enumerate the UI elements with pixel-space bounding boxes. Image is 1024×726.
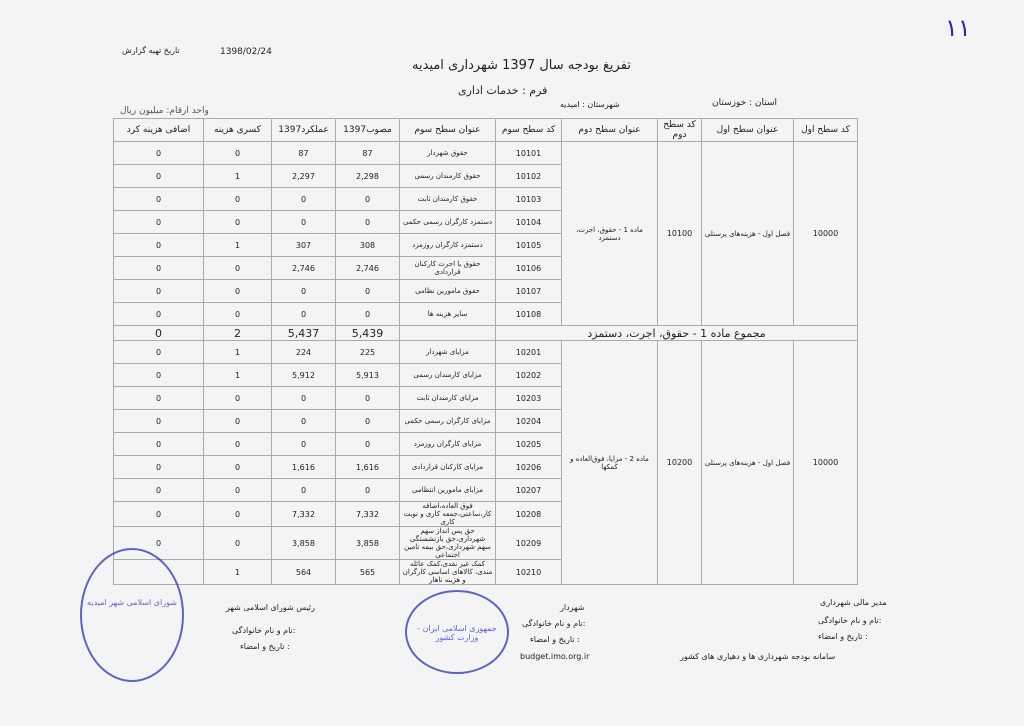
page-title: تفریغ بودجه سال 1397 شهرداری امیدیه [412, 58, 631, 73]
level1-title-cell: فصل اول - هزینه‌های پرسنلی [702, 142, 794, 326]
deficit-cell: 1 [204, 364, 272, 387]
table-row [114, 142, 858, 165]
council-head-title: رئیس شورای اسلامی شهر [226, 603, 315, 612]
ministry-stamp-text: جمهوری اسلامی ایران - وزارت کشور [417, 624, 497, 642]
excess-cell: 0 [114, 303, 204, 326]
level3-code-cell: 10208 [496, 502, 562, 527]
level3-code-cell: 10202 [496, 364, 562, 387]
deficit-cell: 0 [204, 410, 272, 433]
level2-title-cell: ماده 2 - مزایا، فوق‌العاده و کمکها [562, 341, 658, 585]
deficit-cell: 1 [204, 341, 272, 364]
excess-cell: 0 [114, 364, 204, 387]
unit-label: واحد ارقام: میلیون ریال [120, 106, 209, 116]
actual-cell: 224 [272, 341, 336, 364]
level3-code-cell: 10106 [496, 257, 562, 280]
approved-cell: 2,746 [336, 257, 400, 280]
level3-code-cell: 10206 [496, 456, 562, 479]
actual-cell: 564 [272, 560, 336, 585]
level2-code-cell: 10200 [658, 341, 702, 585]
deficit-cell: 0 [204, 257, 272, 280]
finance-manager-name: نام و نام خانوادگی: [818, 616, 882, 625]
table-header-row [114, 119, 858, 142]
level1-code-cell: 10000 [794, 341, 858, 585]
level3-code-cell: 10104 [496, 211, 562, 234]
actual-cell: 0 [272, 280, 336, 303]
column-header: اضافی هزینه کرد [114, 119, 204, 142]
actual-cell: 0 [272, 188, 336, 211]
level3-code-cell: 10102 [496, 165, 562, 188]
approved-cell: 225 [336, 341, 400, 364]
deficit-cell: 1 [204, 234, 272, 257]
actual-cell: 0 [272, 410, 336, 433]
approved-cell: 5,913 [336, 364, 400, 387]
level3-title-cell: سایر هزینه ها [400, 303, 496, 326]
council-stamp-text: شورای اسلامی شهر امیدیه [87, 598, 177, 607]
approved-cell: 2,298 [336, 165, 400, 188]
level3-title-cell: مزایای مامورین انتظامی [400, 479, 496, 502]
table-body [114, 142, 858, 585]
approved-cell: 7,332 [336, 502, 400, 527]
level3-title-cell: حقوق کارمندان ثابت [400, 188, 496, 211]
actual-cell: 7,332 [272, 502, 336, 527]
approved-cell: 565 [336, 560, 400, 585]
excess-cell: 0 [114, 257, 204, 280]
approved-cell: 3,858 [336, 527, 400, 560]
deficit-cell: 0 [204, 188, 272, 211]
actual-cell: 0 [272, 387, 336, 410]
level3-title-cell: کمک غیر نقدی،کمک عائله مندی، کالاهای اساسی کارگران و هزینه ناهار [400, 560, 496, 585]
city-label: شهرستان : امیدیه [560, 100, 620, 109]
level2-code-cell: 10100 [658, 142, 702, 326]
actual-cell: 307 [272, 234, 336, 257]
excess-cell: 0 [114, 527, 204, 560]
excess-cell: 0 [114, 211, 204, 234]
approved-cell: 0 [336, 387, 400, 410]
subtotal-approved-cell: 5,439 [336, 326, 400, 341]
deficit-cell: 1 [204, 165, 272, 188]
council-stamp [80, 548, 184, 682]
level3-code-cell: 10101 [496, 142, 562, 165]
subtotal-deficit-cell: 2 [204, 326, 272, 341]
level3-code-cell: 10207 [496, 479, 562, 502]
level3-title-cell: مزایای کارگران رسمی حکمی [400, 410, 496, 433]
website-link[interactable]: budget.imo.org.ir [520, 652, 590, 661]
column-header: کسری هزینه [204, 119, 272, 142]
approved-cell: 308 [336, 234, 400, 257]
level3-title-cell: فوق العاده،اضافه کار،ساعتی،جمعه کاری و نوبت کاری [400, 502, 496, 527]
deficit-cell: 0 [204, 527, 272, 560]
actual-cell: 2,746 [272, 257, 336, 280]
approved-cell: 0 [336, 433, 400, 456]
level3-title-cell: دستمزد کارگران روزمزد [400, 234, 496, 257]
budget-table [113, 118, 858, 585]
column-header: مصوب1397 [336, 119, 400, 142]
excess-cell: 0 [114, 341, 204, 364]
subtotal-label-cell: مجموع ماده 1 - حقوق، اجرت، دستمزد [496, 326, 858, 341]
actual-cell: 0 [272, 303, 336, 326]
finance-manager-date: تاریخ و امضاء : [818, 632, 868, 641]
excess-cell: 0 [114, 479, 204, 502]
actual-cell: 1,616 [272, 456, 336, 479]
level3-title-cell: مزایای شهردار [400, 341, 496, 364]
level3-code-cell: 10105 [496, 234, 562, 257]
level3-code-cell: 10209 [496, 527, 562, 560]
column-header: کد سطح سوم [496, 119, 562, 142]
deficit-cell: 0 [204, 502, 272, 527]
deficit-cell: 0 [204, 211, 272, 234]
approved-cell: 0 [336, 188, 400, 211]
excess-cell: 0 [114, 456, 204, 479]
excess-cell: 0 [114, 387, 204, 410]
excess-cell: 0 [114, 410, 204, 433]
deficit-cell: 0 [204, 142, 272, 165]
level3-code-cell: 10203 [496, 387, 562, 410]
subtotal-actual-cell: 5,437 [272, 326, 336, 341]
level3-title-cell: حقوق مامورین نظامی [400, 280, 496, 303]
approved-cell: 0 [336, 211, 400, 234]
level3-title-cell: مزایای کارمندان رسمی [400, 364, 496, 387]
level3-code-cell: 10204 [496, 410, 562, 433]
system-name: سامانه بودجه شهرداری ها و دهیاری های کشور [680, 652, 836, 661]
level3-title-cell: مزایای کارکنان قراردادی [400, 456, 496, 479]
approved-cell: 0 [336, 280, 400, 303]
finance-manager-title: مدیر مالی شهرداری [820, 598, 887, 607]
actual-cell: 0 [272, 479, 336, 502]
subtotal-excess-cell: 0 [114, 326, 204, 341]
approved-cell: 1,616 [336, 456, 400, 479]
table-row [114, 341, 858, 364]
ministry-stamp [405, 590, 509, 674]
actual-cell: 0 [272, 433, 336, 456]
deficit-cell: 0 [204, 433, 272, 456]
level1-code-cell: 10000 [794, 142, 858, 326]
deficit-cell: 1 [204, 560, 272, 585]
subtotal-blank-cell [400, 326, 496, 341]
level3-code-cell: 10201 [496, 341, 562, 364]
approved-cell: 87 [336, 142, 400, 165]
deficit-cell: 0 [204, 456, 272, 479]
actual-cell: 2,297 [272, 165, 336, 188]
deficit-cell: 0 [204, 280, 272, 303]
level3-title-cell: مزایای کارمندان ثابت [400, 387, 496, 410]
level3-title-cell: حقوق شهردار [400, 142, 496, 165]
level3-title-cell: حق پس انداز سهم شهرداری،حق بازنشستگی سهم شهرداری،حق بیمه تامین اجتماعی [400, 527, 496, 560]
column-header: عنوان سطح دوم [562, 119, 658, 142]
level3-code-cell: 10210 [496, 560, 562, 585]
mayor-title: شهردار [560, 603, 585, 612]
actual-cell: 5,912 [272, 364, 336, 387]
level3-title-cell: حقوق کارمندان رسمی [400, 165, 496, 188]
report-date-value: 1398/02/24 [220, 47, 272, 57]
council-head-date: تاریخ و امضاء : [240, 642, 290, 651]
subtotal-row [114, 326, 858, 341]
level2-title-cell: ماده 1 - حقوق، اجرت، دستمزد [562, 142, 658, 326]
approved-cell: 0 [336, 410, 400, 433]
column-header: عنوان سطح سوم [400, 119, 496, 142]
column-header: عنوان سطح اول [702, 119, 794, 142]
deficit-cell: 0 [204, 387, 272, 410]
mayor-name: نام و نام خانوادگی: [522, 619, 586, 628]
form-title: فرم : خدمات اداری [458, 84, 548, 97]
mayor-date: تاریخ و امضاء : [530, 635, 580, 644]
excess-cell: 0 [114, 165, 204, 188]
excess-cell: 0 [114, 433, 204, 456]
deficit-cell: 0 [204, 479, 272, 502]
level3-code-cell: 10205 [496, 433, 562, 456]
actual-cell: 0 [272, 211, 336, 234]
province-label: استان : خوزستان [712, 98, 778, 108]
level3-title-cell: مزایای کارگران روزمزد [400, 433, 496, 456]
approved-cell: 0 [336, 303, 400, 326]
excess-cell: 0 [114, 234, 204, 257]
level1-title-cell: فصل اول - هزینه‌های پرسنلی [702, 341, 794, 585]
column-header: کد سطح دوم [658, 119, 702, 142]
excess-cell: 0 [114, 502, 204, 527]
level3-title-cell: دستمزد کارگران رسمی حکمی [400, 211, 496, 234]
column-header: کد سطح اول [794, 119, 858, 142]
level3-title-cell: حقوق یا اجرت کارکنان قراردادی [400, 257, 496, 280]
deficit-cell: 0 [204, 303, 272, 326]
column-header: عملکرد1397 [272, 119, 336, 142]
level3-code-cell: 10108 [496, 303, 562, 326]
level3-code-cell: 10107 [496, 280, 562, 303]
excess-cell: 0 [114, 188, 204, 211]
level3-code-cell: 10103 [496, 188, 562, 211]
excess-cell: 0 [114, 142, 204, 165]
actual-cell: 87 [272, 142, 336, 165]
approved-cell: 0 [336, 479, 400, 502]
page-number-mark: ۱۱ [945, 14, 971, 42]
actual-cell: 3,858 [272, 527, 336, 560]
council-head-name: نام و نام خانوادگی: [232, 626, 296, 635]
report-date-label: تاریخ تهیه گزارش [122, 46, 180, 55]
excess-cell: 0 [114, 280, 204, 303]
